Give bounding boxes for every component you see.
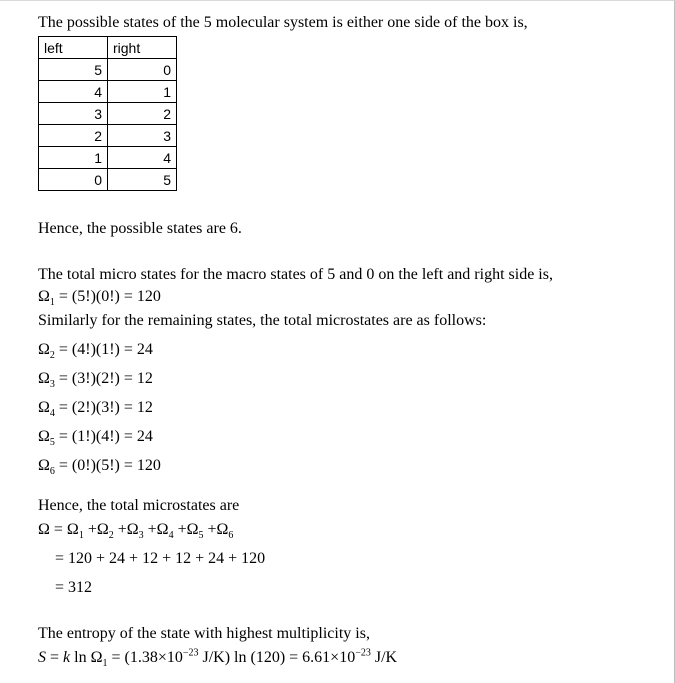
- equation-total-sum: $\Omega = \Omega_1 +\Omega_2 +\Omega_3 +\Omega_4 +\Omega_5 +\Omega_6$: [38, 521, 234, 542]
- cell-left: 1: [39, 147, 108, 169]
- states-table: [38, 36, 177, 191]
- equation-total-result: = 312: [55, 579, 93, 596]
- intro-text: The possible states of the 5 molecular system is either one side of the box is,: [38, 14, 528, 31]
- table-row: [39, 103, 177, 125]
- table-row: [39, 169, 177, 191]
- equation-total-values: = 120 + 24 + 12 + 12 + 24 + 120: [55, 550, 266, 567]
- cell-right: 2: [108, 103, 177, 125]
- equation-omega-5: $\Omega_5 = (1!)(4!) = 24$: [38, 428, 153, 449]
- micro-states-intro: The total micro states for the macro states of 5 and 0 on the left and right side is,: [38, 266, 553, 283]
- cell-right: 0: [108, 59, 177, 81]
- table-row: [39, 81, 177, 103]
- cell-right: 3: [108, 125, 177, 147]
- cell-left: 5: [39, 59, 108, 81]
- cell-left: 0: [39, 169, 108, 191]
- cell-right: 4: [108, 147, 177, 169]
- equation-omega-3: $\Omega_3 = (3!)(2!) = 12$: [38, 370, 153, 391]
- states-conclusion: Hence, the possible states are 6.: [38, 220, 242, 237]
- cell-left: 3: [39, 103, 108, 125]
- equation-omega-6: $\Omega_6 = (0!)(5!) = 120$: [38, 457, 161, 478]
- equation-omega-2: $\Omega_2 = (4!)(1!) = 24$: [38, 341, 153, 362]
- cell-left: 4: [39, 81, 108, 103]
- equation-entropy: S = k $\ln \Omega_1 = (1.38\times 10^{-23}$ J/K) $\ln (120) = 6.61\times 10^{-23}$ J/K: [38, 647, 398, 670]
- table-row: [39, 125, 177, 147]
- col-header-right: right: [108, 37, 177, 59]
- table-row: [39, 59, 177, 81]
- cell-left: 2: [39, 125, 108, 147]
- col-header-left: left: [39, 37, 108, 59]
- equation-omega-1: $\Omega_1 = (5!)(0!) = 120$: [38, 288, 161, 309]
- solution-document: [0, 1, 674, 668]
- equation-omega-4: $\Omega_4 = (2!)(3!) = 12$: [38, 399, 153, 420]
- cell-right: 1: [108, 81, 177, 103]
- total-microstates-intro: Hence, the total microstates are: [38, 497, 240, 514]
- table-row: [39, 147, 177, 169]
- similar-states-text: Similarly for the remaining states, the total microstates are as follows:: [38, 312, 487, 329]
- entropy-intro: The entropy of the state with highest multiplicity is,: [38, 625, 370, 642]
- table-header-row: [39, 37, 177, 59]
- cell-right: 5: [108, 169, 177, 191]
